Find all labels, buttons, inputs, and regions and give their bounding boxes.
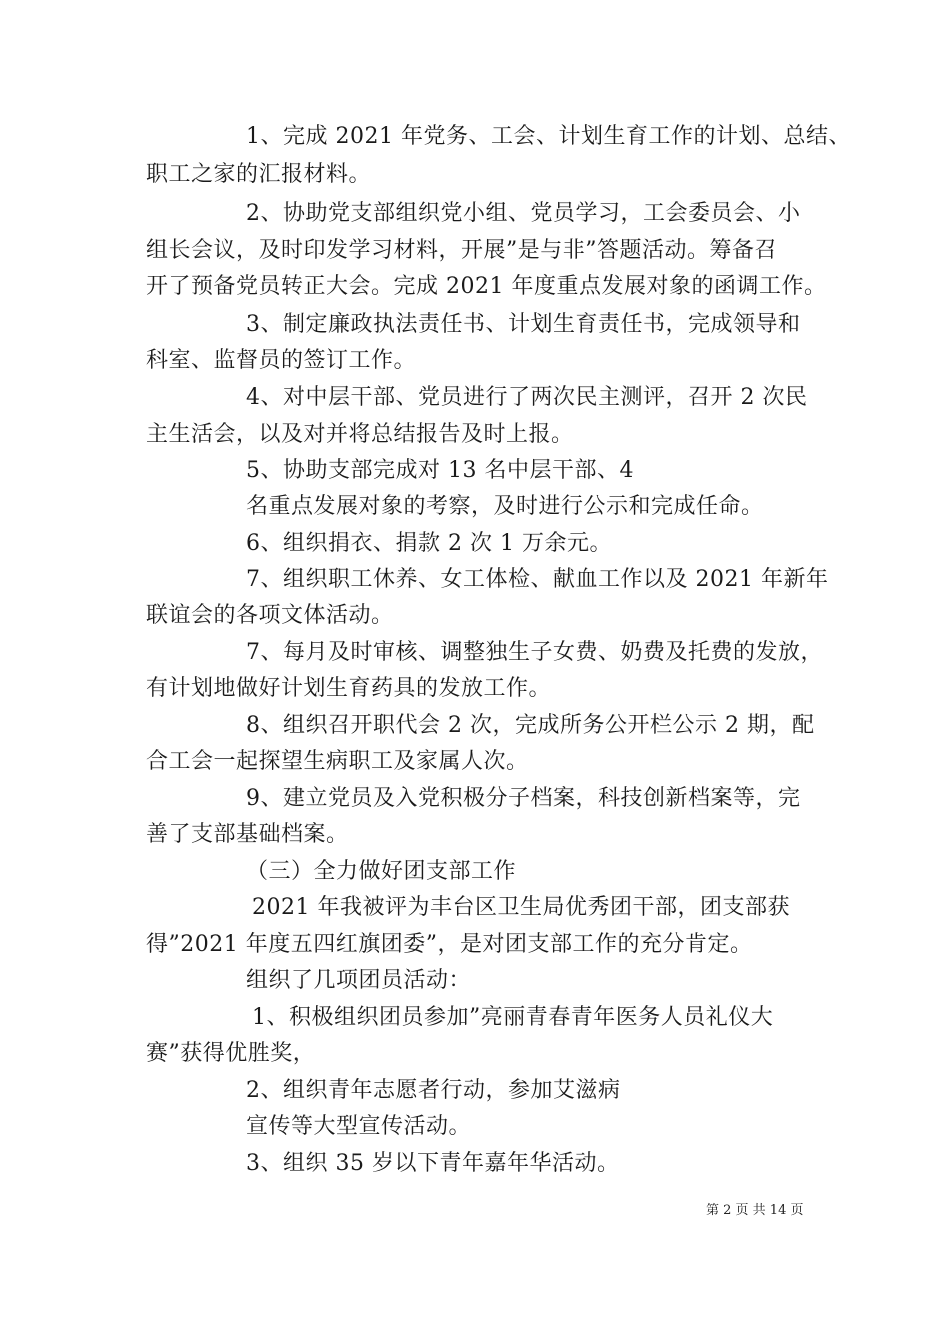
paragraph-3-line-2: 科室、监督员的签订工作。 [146,348,417,373]
paragraph-16-line-1: 3、组织 35 岁以下青年嘉年华活动。 [246,1151,620,1176]
paragraph-2-line-2: 组长会议，及时印发学习材料，开展”是与非”答题活动。筹备召 [146,238,777,263]
paragraph-10-line-2: 善了支部基础档案。 [146,822,349,847]
paragraph-1-line-2: 职工之家的汇报材料。 [146,162,372,187]
paragraph-15-line-1: 2、组织青年志愿者行动，参加艾滋病 [246,1078,621,1103]
paragraph-7-line-2: 联谊会的各项文体活动。 [146,603,394,628]
page-number: 第 2 页 共 14 页 [706,1203,804,1218]
paragraph-9-line-2: 合工会一起探望生病职工及家属人次。 [146,749,529,774]
paragraph-12-line-2: 得”2021 年度五四红旗团委”，是对团支部工作的充分肯定。 [146,932,753,957]
paragraph-8-line-2: 有计划地做好计划生育药具的发放工作。 [146,676,552,701]
paragraph-14-line-2: 赛”获得优胜奖， [146,1041,316,1066]
paragraph-1-line-1: 1、完成 2021 年党务、工会、计划生育工作的计划、总结、 [246,124,851,149]
paragraph-9-line-1: 8、组织召开职代会 2 次，完成所务公开栏公示 2 期，配 [246,713,815,738]
paragraph-10-line-1: 9、建立党员及入党积极分子档案，科技创新档案等，完 [246,786,801,811]
paragraph-3-line-1: 3、制定廉政执法责任书、计划生育责任书，完成领导和 [246,312,801,337]
paragraph-4-line-2: 主生活会，以及对并将总结报告及时上报。 [146,422,574,447]
paragraph-5-line-1: 5、协助支部完成对 13 名中层干部、4 [246,458,634,483]
paragraph-4-line-1: 4、对中层干部、党员进行了两次民主测评，召开 2 次民 [246,385,808,410]
section-heading: （三）全力做好团支部工作 [246,859,517,884]
paragraph-15-line-2: 宣传等大型宣传活动。 [246,1114,472,1139]
paragraph-13-line-1: 组织了几项团员活动： [246,968,472,993]
paragraph-8-line-1: 7、每月及时审核、调整独生子女费、奶费及托费的发放， [246,640,823,665]
paragraph-7-line-1: 7、组织职工休养、女工体检、献血工作以及 2021 年新年 [246,567,829,592]
paragraph-2-line-3: 开了预备党员转正大会。完成 2021 年度重点发展对象的函调工作。 [146,274,827,299]
paragraph-6-line-1: 6、组织捐衣、捐款 2 次 1 万余元。 [246,531,612,556]
paragraph-2-line-1: 2、协助党支部组织党小组、党员学习，工会委员会、小 [246,201,801,226]
paragraph-12-line-1: 2021 年我被评为丰台区卫生局优秀团干部，团支部获 [252,895,790,920]
paragraph-5-line-2: 名重点发展对象的考察，及时进行公示和完成任命。 [246,494,764,519]
paragraph-14-line-1: 1、积极组织团员参加”亮丽青春青年医务人员礼仪大 [252,1005,774,1030]
